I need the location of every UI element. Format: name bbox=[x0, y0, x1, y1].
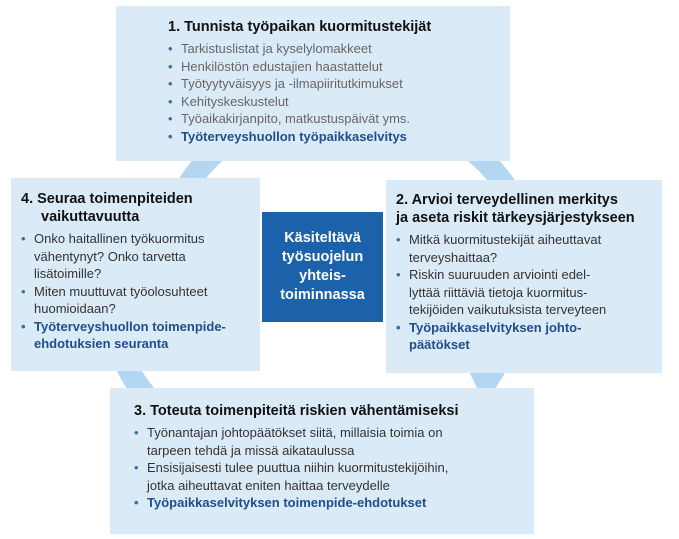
step-2-box bbox=[386, 180, 662, 373]
step-2-title bbox=[396, 191, 654, 227]
title-line: 4. Seuraa toimenpiteiden bbox=[21, 191, 193, 207]
list-item bbox=[134, 424, 522, 459]
item-line: vähentynyt? Onko tarvetta bbox=[34, 248, 186, 264]
item-line: Riskin suuruuden arviointi edel- bbox=[409, 267, 591, 282]
step-4-list bbox=[21, 230, 252, 353]
item-line: Mitkä kuormitustekijät aiheuttavat bbox=[409, 232, 602, 247]
step-4-box bbox=[11, 178, 260, 371]
title-line: vaikuttavuutta bbox=[41, 209, 140, 225]
title-line: ja aseta riskit tärkeysjärjestykseen bbox=[396, 210, 635, 226]
item-line: Työpaikkaselvityksen johto- bbox=[409, 319, 582, 335]
list-item-highlight bbox=[21, 318, 252, 353]
list-item-highlight bbox=[134, 494, 522, 512]
center-label-box bbox=[262, 212, 383, 322]
item-line: tarpeen tehdä ja missä aikataulussa bbox=[147, 442, 355, 458]
item-line: Onko haitallinen työkuormitus bbox=[34, 231, 205, 246]
list-item bbox=[396, 266, 654, 319]
list-item: • Kehityskeskustelut bbox=[168, 93, 496, 111]
item-line: ehdotuksien seuranta bbox=[34, 336, 169, 351]
center-line: Käsiteltävä bbox=[284, 230, 361, 246]
step-1-title: 1. Tunnista työpaikan kuormitustekijät bbox=[168, 19, 432, 35]
step-1-list bbox=[168, 40, 496, 145]
item-line: huomioidaan? bbox=[34, 301, 116, 316]
step-3-title: 3. Toteuta toimenpiteitä riskien vähentämiseksi bbox=[134, 403, 459, 419]
item-line: Työterveyshuollon toimenpide- bbox=[34, 318, 226, 334]
step-2-list bbox=[396, 231, 654, 354]
list-item bbox=[21, 230, 252, 283]
list-item bbox=[134, 459, 522, 494]
list-item-highlight bbox=[396, 319, 654, 354]
center-line: työsuojelun bbox=[281, 249, 364, 265]
item-line: Miten muuttuvat työolosuhteet bbox=[34, 283, 208, 299]
center-line: toiminnassa bbox=[280, 287, 365, 303]
title-line: 2. Arvioi terveydellinen merkitys bbox=[396, 192, 618, 208]
list-item: • Työtyytyväisyys ja -ilmapiiritutkimukset bbox=[168, 75, 496, 93]
list-item bbox=[21, 283, 252, 318]
item-line: Työpaikkaselvityksen toimenpide-ehdotukset bbox=[147, 495, 427, 510]
list-item-highlight: • Työterveyshuollon työpaikkaselvitys bbox=[168, 128, 496, 146]
item-line: terveyshaittaa? bbox=[409, 249, 498, 265]
list-item: • Tarkistuslistat ja kyselylomakkeet bbox=[168, 40, 496, 58]
list-item: • Henkilöstön edustajien haastattelut bbox=[168, 58, 496, 76]
list-item: • Työaikakirjanpito, matkustuspäivät yms. bbox=[168, 110, 496, 128]
center-line: yhteis- bbox=[299, 268, 346, 284]
step-3-box bbox=[110, 388, 534, 534]
item-line: lyttää riittäviä tietoja kuormitus- bbox=[409, 284, 588, 300]
item-line: lisätoimille? bbox=[34, 266, 102, 281]
step-1-box bbox=[116, 6, 510, 161]
step-4-title bbox=[21, 190, 252, 226]
item-line: Työnantajan johtopäätökset siitä, millaisia toimia on bbox=[147, 425, 443, 440]
item-line: Ensisijaisesti tulee puuttua niihin kuormitustekijöihin, bbox=[147, 460, 449, 475]
item-line: jotka aiheuttavat eniten haittaa terveydelle bbox=[147, 477, 390, 493]
item-line: päätökset bbox=[409, 337, 470, 352]
step-3-list bbox=[134, 424, 522, 512]
item-line: tekijöiden vaikutuksista terveyteen bbox=[409, 302, 607, 317]
list-item bbox=[396, 231, 654, 266]
